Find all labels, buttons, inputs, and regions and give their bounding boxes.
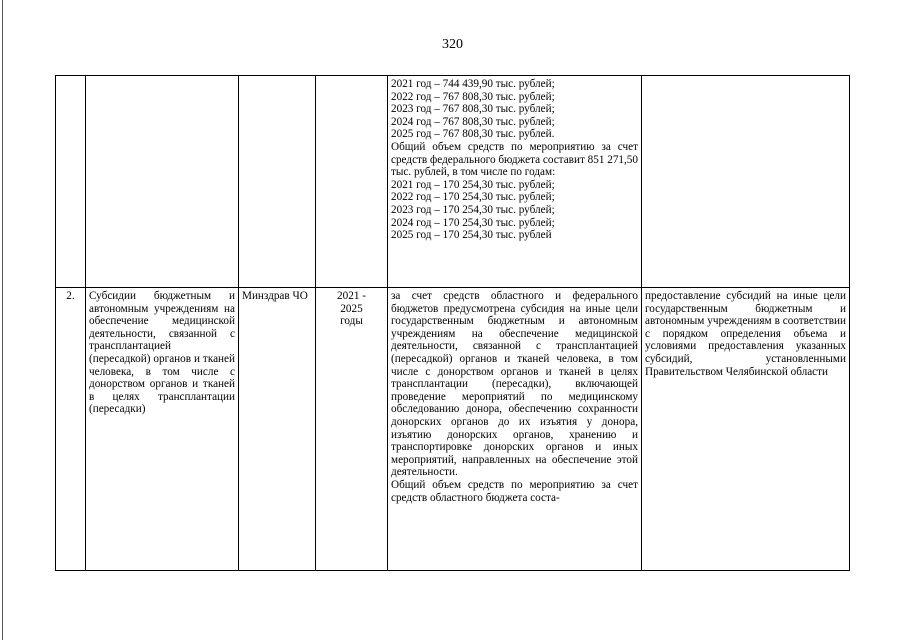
cell-executor [239,76,316,288]
cell-years [316,76,388,288]
cell-mechanism [642,76,850,288]
implementation-years [316,288,388,571]
cell-financing [388,288,642,571]
federal-line: 2023 год – 170 254,30 тыс. рублей; [391,203,555,216]
federal-budget-text: Общий объем средств по мероприятию за счет средств федерального бюджета составит 851 271,50 тыс. рублей, в том числе по годам: [391,140,638,179]
cell-name [86,76,239,288]
implementation-mechanism: предоставление субсидий на иные цели государственным бюджетным и автономным учреждениям в соответствии с порядком определения объема и условиями предоставления указанных субсидий, установленными Правительством Челябинской области [642,288,850,571]
financing-text-continued: Общий объем средств по мероприятию за счет средств областного бюджета соста- [391,478,638,504]
federal-line: 2024 год – 170 254,30 тыс. рублей; [391,216,555,229]
table-row [56,76,850,288]
financing-line: 2021 год – 744 439,90 тыс. рублей; [391,78,555,90]
measures-table [55,75,850,571]
years-start: 2021 - [337,290,366,302]
table-row [56,288,850,571]
measure-name: Субсидии бюджетным и автономным учреждениям на обеспечение медицинской деятельности, связанной с трансплантацией (пересадкой) органов и тканей человека, в том числе с донорством органов и тканей в целях трансплантации (пересадки) [86,288,239,571]
scan-edge-line [2,0,3,640]
federal-line: 2021 год – 170 254,30 тыс. рублей; [391,178,555,191]
years-end: 2025 [340,302,363,315]
executor: Минздрав ЧО [239,288,316,571]
financing-line: 2022 год – 767 808,30 тыс. рублей; [391,90,555,103]
federal-line: 2025 год – 170 254,30 тыс. рублей [391,229,552,242]
financing-text: за счет средств областного и федерального бюджетов предусмотрена субсидия на иные цели государственным бюджетным и автономным учреждениям на обеспечение медицинской деятельности, связанной с трансплантацией (пересадкой) органов и тканей человека, в том числе с донорством органов и тканей в целях трансплантации (пересадки), включающей проведение мероприятий по медицинскому обследованию донора, обеспечению сохранности донорских органов до их изъятия у донора, изъятию донорских органов, хранению и транспортировке донорских органов и иных мероприятий, направленных на обеспечение этой деятельности. [391,290,638,479]
page-number: 320 [442,37,463,52]
financing-line: 2025 год – 767 808,30 тыс. рублей. [391,128,555,141]
cell-number [56,76,86,288]
federal-line: 2022 год – 170 254,30 тыс. рублей; [391,191,555,204]
financing-line: 2023 год – 767 808,30 тыс. рублей; [391,103,555,116]
cell-financing [388,76,642,288]
row-number: 2. [56,288,86,571]
years-word: годы [340,315,363,328]
financing-line: 2024 год – 767 808,30 тыс. рублей; [391,115,555,128]
